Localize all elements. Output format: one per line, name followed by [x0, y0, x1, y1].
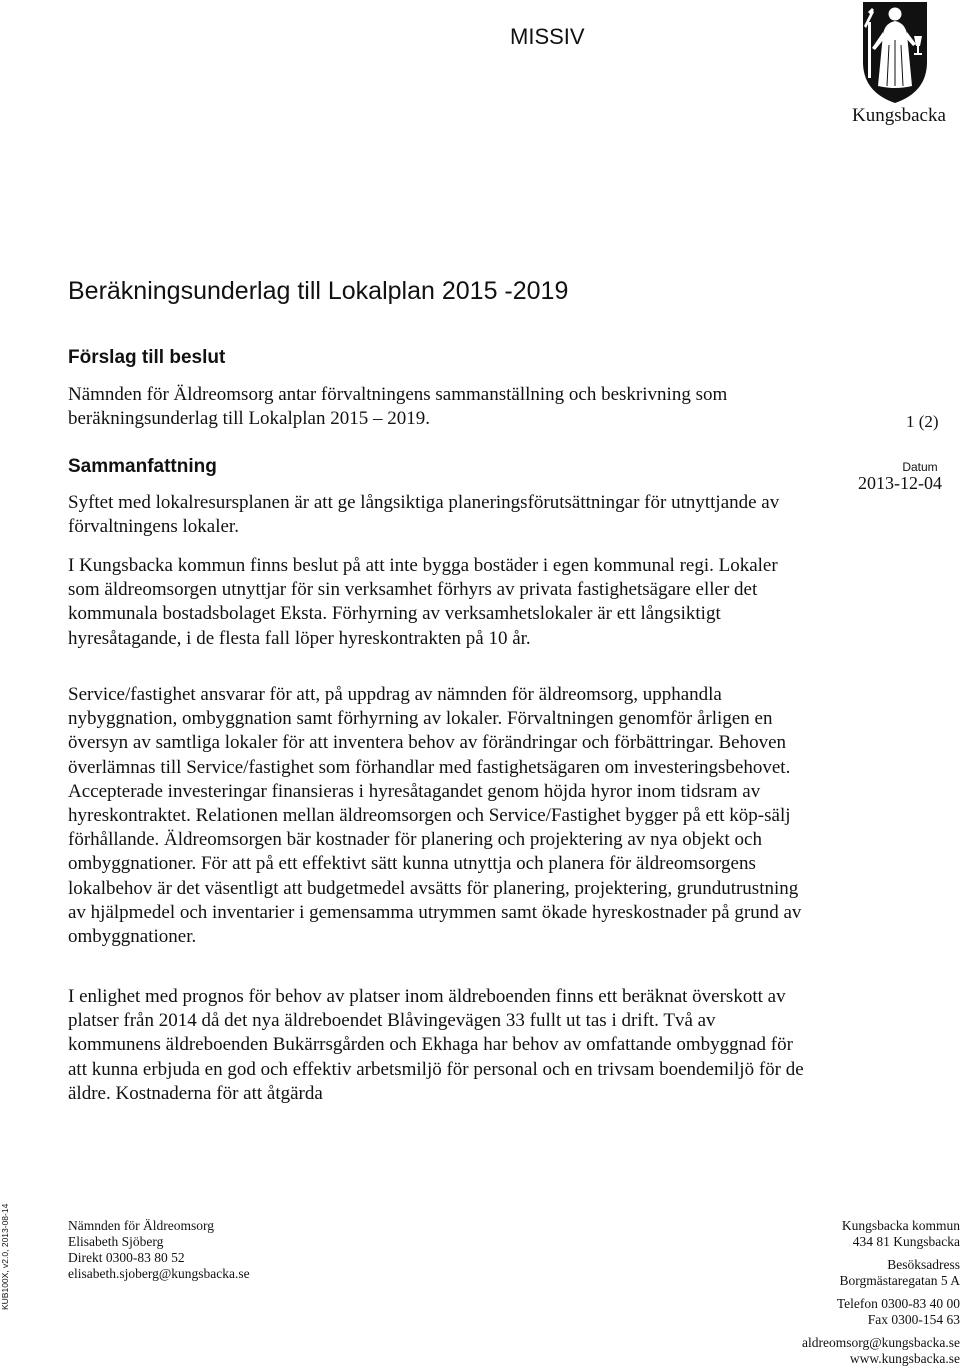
summary-heading: Sammanfattning: [68, 456, 217, 477]
footer-fax: Fax 0300-154 63: [867, 1312, 960, 1327]
footer-postal-address: 434 81 Kungsbacka: [852, 1234, 960, 1249]
page-number: 1 (2): [906, 412, 939, 431]
date-value: 2013-12-04: [858, 473, 942, 493]
summary-paragraph: Service/fastighet ansvarar för att, på uppdrag av nämnden för äldreomsorg, upphandla nybyggnation, ombyggnation samt förhyrning av lokaler. Förvaltningen genomför årligen en översyn av samtliga lokaler för att inventera behov av förändringar och förbättringar. Behoven överlämnas till Service/fastighet som förhandlar med fastighetsägaren om investeringsbehovet. Accepterade investeringar finansieras i hyresåtagandet genom höjda hyror inom tidsram av hyreskontraktet. Relationen mellan äldreomsorgen och Service/Fastighet bygger på ett köp-sälj förhållande. Äldreomsorgen bär kostnader för planering och projektering av nya objekt och ombyggnationer. För att på ett effektivt sätt kunna utnyttja och planera för äldreomsorgens lokalbehov är det väsentligt att budgetmedel avsätts för planering, projektering, grundutrustning av hjälpmedel och inventarier i gemensamma utrymmen samt ökade hyreskostnader på grund av ombyggnationer.: [68, 684, 802, 948]
footer-email-link[interactable]: aldreomsorg@kungsbacka.se: [801, 1335, 960, 1350]
footer-phone: Telefon 0300-83 40 00: [836, 1296, 960, 1311]
footer-visit-address: Borgmästaregatan 5 A: [839, 1273, 960, 1288]
summary-paragraph: I Kungsbacka kommun finns beslut på att inte bygga bostäder i egen kommunal regi. Lokaler som äldreomsorgen utnyttjar för sin verksamhet förhyrs av privata fastighetsägare eller det kommunala bostadsbolaget Eksta. Förhyrning av verksamhetslokaler är ett långsiktigt hyresåtagande, i de flesta fall löper hyreskontrakten på 10 år.: [68, 555, 778, 649]
footer-org-name: Kungsbacka kommun: [841, 1218, 960, 1233]
footer-organization: [760, 1218, 960, 1367]
footer-person-name: Elisabeth Sjöberg: [68, 1234, 164, 1249]
template-version-code: [0, 1200, 12, 1310]
proposal-heading: Förslag till beslut: [68, 347, 226, 368]
footer-person-email[interactable]: elisabeth.sjoberg@kungsbacka.se: [68, 1266, 250, 1281]
footer-direct-phone: Direkt 0300-83 80 52: [68, 1250, 185, 1265]
proposal-text: Nämnden för Äldreomsorg antar förvaltningens sammanställning och beskrivning som beräkningsunderlag till Lokalplan 2015 – 2019.: [68, 384, 728, 430]
footer-contact-person: [68, 1218, 250, 1282]
template-version-text: KUB100X, v2.0, 2013-08-14: [0, 1203, 10, 1310]
document-type-label: MISSIV: [510, 24, 585, 49]
summary-paragraph: I enlighet med prognos för behov av platser inom äldreboenden finns ett beräknat överskott av platser från 2014 då det nya äldreboendet Blåvingevägen 33 fullt ut tas i drift. Två av kommunens äldreboenden Bukärrsgården och Ekhaga har behov av omfattande ombyggnad för att kunna erbjuda en god och effektiv arbetsmiljö för personal och en trivsam boendemiljö för de äldre. Kostnaderna för att åtgärda: [68, 986, 804, 1104]
footer-website-link[interactable]: www.kungsbacka.se: [849, 1351, 960, 1366]
document-title: Beräkningsunderlag till Lokalplan 2015 -2019: [68, 277, 569, 305]
footer-visit-label: Besöksadress: [887, 1257, 960, 1272]
date-label: Datum: [902, 460, 938, 474]
summary-paragraph: Syftet med lokalresursplanen är att ge långsiktiga planeringsförutsättningar för utnyttjande av förvaltningens lokaler.: [68, 492, 780, 538]
logo-wordmark: Kungsbacka: [852, 105, 946, 126]
footer-department: Nämnden för Äldreomsorg: [68, 1218, 214, 1233]
